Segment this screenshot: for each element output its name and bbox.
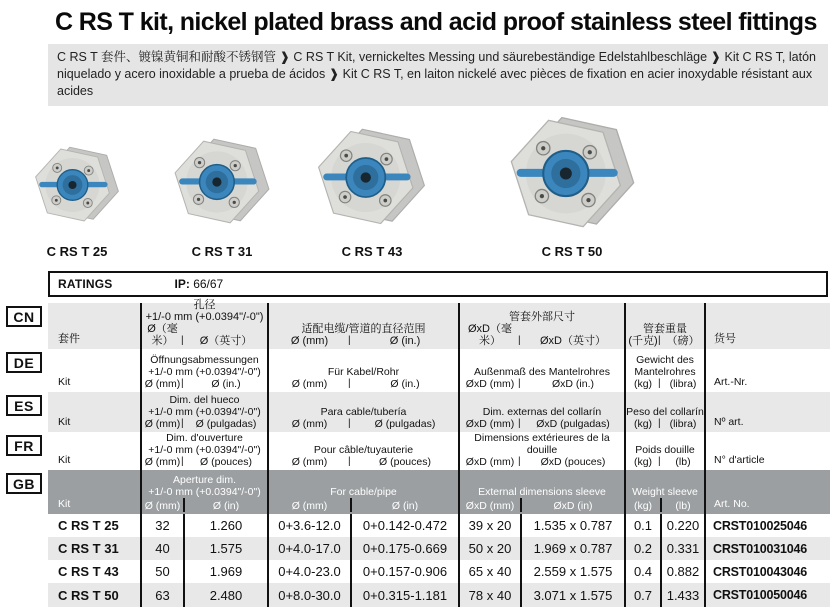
aperture-in-label: Ø (in.) <box>211 378 241 390</box>
sleeve-mm-label: ØxD（毫米） <box>468 323 512 347</box>
table-row <box>0 537 830 560</box>
sleeve-in: 3.071 x 1.575 <box>520 583 624 607</box>
lang-badge-de: DE <box>6 352 42 373</box>
cable-header <box>267 392 458 432</box>
weight-lb-label: （磅） <box>666 335 700 347</box>
divider <box>520 498 522 512</box>
aperture-header <box>140 349 267 392</box>
product-label: C RS T 31 <box>191 244 253 259</box>
sleeve-mm-label: ØxD (mm) <box>465 418 515 430</box>
cable-title: Para cable/tubería <box>320 406 407 418</box>
kit-name: C RS T 25 <box>58 518 119 533</box>
kit-name: C RS T 31 <box>58 541 119 556</box>
cable-in-label: Ø (pouces) <box>379 456 431 468</box>
product-label: C RS T 50 <box>541 244 603 259</box>
sleeve-header <box>458 392 624 432</box>
sleeve-header <box>458 470 624 514</box>
cable-in-label: Ø (in.) <box>390 378 420 390</box>
cable-title: Pour câble/tuyauterie <box>313 444 414 456</box>
cable-mm-label: Ø (mm) <box>291 456 328 468</box>
aperture-tolerance: +1/-0 mm (+0.0394"/-0") <box>148 486 261 498</box>
aperture-tolerance: +1/-0 mm (+0.0394"/-0") <box>148 366 261 378</box>
sleeve-in-label: ØxD (pulgadas) <box>536 418 610 430</box>
sleeve-mm: 78 x 40 <box>458 583 520 607</box>
product-photo-crst50 <box>506 107 639 240</box>
cable-header <box>267 470 458 514</box>
table-header-row-es <box>0 392 830 432</box>
kit-name: C RS T 43 <box>58 564 119 579</box>
weight-title: 管套重量 <box>643 323 687 335</box>
weight-title: Peso del collarín <box>626 406 704 418</box>
product-photo-crst25 <box>32 140 122 230</box>
weight-lb-label: (lb) <box>675 500 691 512</box>
table-header-row-cn <box>0 299 830 349</box>
weight-kg-label: (kg) <box>633 500 653 512</box>
sleeve-header <box>458 432 624 470</box>
aperture-tolerance: +1/-0 mm (+0.0394"/-0") <box>145 311 264 323</box>
aperture-title: Öffnungsabmessungen <box>150 354 259 366</box>
aperture-header <box>140 392 267 432</box>
cable-title: For cable/pipe <box>330 486 397 498</box>
table-header-row-de <box>0 349 830 392</box>
divider <box>183 498 185 512</box>
aperture-mm-label: Ø (mm) <box>144 456 181 468</box>
table-row <box>0 583 830 607</box>
cable-title: Für Kabel/Rohr <box>327 366 400 378</box>
cable-title: 适配电缆/管道的直径范围 <box>301 323 426 335</box>
weight-header <box>624 303 704 349</box>
aperture-title: Dim. d'ouverture <box>166 432 243 444</box>
art-no-label: Art.-Nr. <box>714 376 748 388</box>
weight-kg-label: (千克) <box>628 335 658 347</box>
aperture-in-label: Ø (in) <box>212 500 240 512</box>
sleeve-mm-label: ØxD (mm) <box>465 500 515 512</box>
aperture-title: Aperture dim. <box>172 474 237 486</box>
aperture-in: 1.575 <box>183 537 267 560</box>
weight-kg: 0.1 <box>624 514 660 537</box>
cable-in: 0+0.142-0.472 <box>350 514 458 537</box>
aperture-mm-label: Ø (mm) <box>144 418 181 430</box>
product-photo-crst43 <box>314 120 429 235</box>
sleeve-title: Dimensions extérieures de la douille <box>474 432 610 456</box>
cable-in: 0+0.157-0.906 <box>350 560 458 583</box>
weight-lb: 0.220 <box>660 514 704 537</box>
kit-label: 套件 <box>58 333 80 345</box>
kit-label: Kit <box>58 376 71 388</box>
weight-kg-label: (kg) <box>633 378 653 390</box>
product-photo-crst31 <box>171 131 273 233</box>
spec-table <box>0 299 830 607</box>
sleeve-title: Dim. externas del collarín <box>482 406 602 418</box>
aperture-header <box>140 470 267 514</box>
divider <box>660 498 662 512</box>
aperture-in: 1.969 <box>183 560 267 583</box>
weight-header <box>624 470 704 514</box>
art-no-label: Nº art. <box>714 416 744 428</box>
sleeve-in: 2.559 x 1.575 <box>520 560 624 583</box>
art-no: CRST010025046 <box>704 514 830 537</box>
kit-label: Kit <box>58 416 71 428</box>
lang-badge-fr: FR <box>6 435 42 456</box>
aperture-in-label: Ø（英寸） <box>199 335 253 347</box>
sleeve-mm: 50 x 20 <box>458 537 520 560</box>
weight-lb: 0.882 <box>660 560 704 583</box>
cable-in-label: Ø (pulgadas) <box>374 418 436 430</box>
aperture-mm: 32 <box>140 514 183 537</box>
fitting-illustration-icon <box>171 131 273 233</box>
cable-mm: 0+3.6-12.0 <box>267 514 350 537</box>
cable-in: 0+0.315-1.181 <box>350 583 458 607</box>
ip-rating-value: 66/67 <box>193 277 224 291</box>
table-row <box>0 514 830 537</box>
art-no: CRST010050046 <box>704 583 830 607</box>
table-header-row-fr <box>0 432 830 470</box>
cable-mm-label: Ø (mm) <box>291 500 328 512</box>
lang-badge-gb: GB <box>6 473 42 494</box>
fitting-illustration-icon <box>506 107 639 240</box>
cable-header <box>267 432 458 470</box>
cable-in: 0+0.175-0.669 <box>350 537 458 560</box>
sleeve-title: Außenmaß des Mantelrohres <box>474 366 610 378</box>
cable-mm-label: Ø (mm) <box>291 378 328 390</box>
aperture-mm: 40 <box>140 537 183 560</box>
weight-title: Gewicht des Mantelrohres <box>634 354 696 378</box>
weight-header <box>624 432 704 470</box>
ip-rating <box>175 277 224 291</box>
aperture-header <box>140 299 267 349</box>
cable-mm-label: Ø (mm) <box>291 418 328 430</box>
sleeve-in-label: ØxD (pouces) <box>540 456 606 468</box>
product-label: C RS T 43 <box>341 244 403 259</box>
cable-header <box>267 303 458 349</box>
kit-label: Kit <box>58 498 71 510</box>
page-title: C RS T kit, nickel plated brass and acid proof stainless steel fittings <box>55 8 817 36</box>
lang-badge-cn: CN <box>6 306 42 327</box>
weight-title: Poids douille <box>635 444 695 456</box>
aperture-in: 2.480 <box>183 583 267 607</box>
aperture-header <box>140 432 267 470</box>
table-header-row-gb <box>0 470 830 514</box>
product-images-row <box>0 106 830 266</box>
weight-kg: 0.4 <box>624 560 660 583</box>
sleeve-mm-label: ØxD (mm) <box>465 456 515 468</box>
kit-name: C RS T 50 <box>58 587 119 603</box>
weight-lb-label: (lb) <box>675 456 691 468</box>
cable-mm: 0+4.0-17.0 <box>267 537 350 560</box>
art-no: CRST010043046 <box>704 560 830 583</box>
aperture-in: 1.260 <box>183 514 267 537</box>
weight-lb-label: (libra) <box>669 378 697 390</box>
divider <box>350 498 352 512</box>
cable-in-label: Ø (in.) <box>389 335 421 347</box>
multilingual-description: C RS T 套件、镀镍黄铜和耐酸不锈钢管 ❱ C RS T Kit, vernickeltes Messing und säurebeständige Edelstahlbeschläge ❱ Kit C RS T, latón niquelado y acero inoxidable a prueba de ácidos ❱ Kit C RS T, en laiton nickelé avec pièces de fixation en acier inoxydable résistant aux acides <box>48 44 828 106</box>
ip-rating-label: IP: <box>174 277 190 291</box>
weight-lb: 0.331 <box>660 537 704 560</box>
aperture-mm: 50 <box>140 560 183 583</box>
sleeve-in: 1.535 x 0.787 <box>520 514 624 537</box>
weight-kg: 0.2 <box>624 537 660 560</box>
weight-kg-label: (kg) <box>633 456 653 468</box>
aperture-title: 孔径 <box>193 299 216 311</box>
aperture-mm: 63 <box>140 583 183 607</box>
sleeve-mm: 65 x 40 <box>458 560 520 583</box>
sleeve-header <box>458 303 624 349</box>
aperture-in-label: Ø (pulgadas) <box>195 418 257 430</box>
ratings-label: RATINGS <box>58 277 113 291</box>
aperture-mm-label: Ø（毫米） <box>147 323 178 347</box>
ratings-bar <box>48 271 828 297</box>
weight-lb-label: (libra) <box>669 418 697 430</box>
weight-kg: 0.7 <box>624 583 660 607</box>
sleeve-header <box>458 349 624 392</box>
art-no-label: Art. No. <box>714 498 750 510</box>
aperture-title: Dim. del hueco <box>169 394 240 406</box>
sleeve-in-label: ØxD（英寸） <box>540 335 606 347</box>
fitting-illustration-icon <box>314 120 429 235</box>
kit-label: Kit <box>58 454 71 466</box>
sleeve-in-label: ØxD (in) <box>553 500 593 512</box>
weight-header <box>624 392 704 432</box>
aperture-in-label: Ø (pouces) <box>200 456 252 468</box>
cable-in-label: Ø (in) <box>391 500 419 512</box>
sleeve-mm: 39 x 20 <box>458 514 520 537</box>
cable-mm: 0+4.0-23.0 <box>267 560 350 583</box>
art-no: CRST010031046 <box>704 537 830 560</box>
product-label: C RS T 25 <box>46 244 108 259</box>
art-no-label: N° d'article <box>714 454 765 466</box>
cable-mm: 0+8.0-30.0 <box>267 583 350 607</box>
cable-header <box>267 349 458 392</box>
sleeve-mm-label: ØxD (mm) <box>465 378 515 390</box>
weight-header <box>624 349 704 392</box>
fitting-illustration-icon <box>32 140 122 230</box>
cable-mm-label: Ø (mm) <box>290 335 329 347</box>
sleeve-title: External dimensions sleeve <box>478 486 606 498</box>
aperture-mm-label: Ø (mm) <box>144 378 181 390</box>
weight-lb: 1.433 <box>660 583 704 607</box>
aperture-mm-label: Ø (mm) <box>144 500 181 512</box>
aperture-tolerance: +1/-0 mm (+0.0394"/-0") <box>148 444 261 456</box>
lang-badge-es: ES <box>6 395 42 416</box>
sleeve-title: 管套外部尺寸 <box>509 311 575 323</box>
art-no-label: 货号 <box>714 333 736 345</box>
weight-kg-label: (kg) <box>633 418 653 430</box>
table-row <box>0 560 830 583</box>
sleeve-in: 1.969 x 0.787 <box>520 537 624 560</box>
sleeve-in-label: ØxD (in.) <box>552 378 594 390</box>
aperture-tolerance: +1/-0 mm (+0.0394"/-0") <box>148 406 261 418</box>
weight-title: Weight sleeve <box>632 486 698 498</box>
